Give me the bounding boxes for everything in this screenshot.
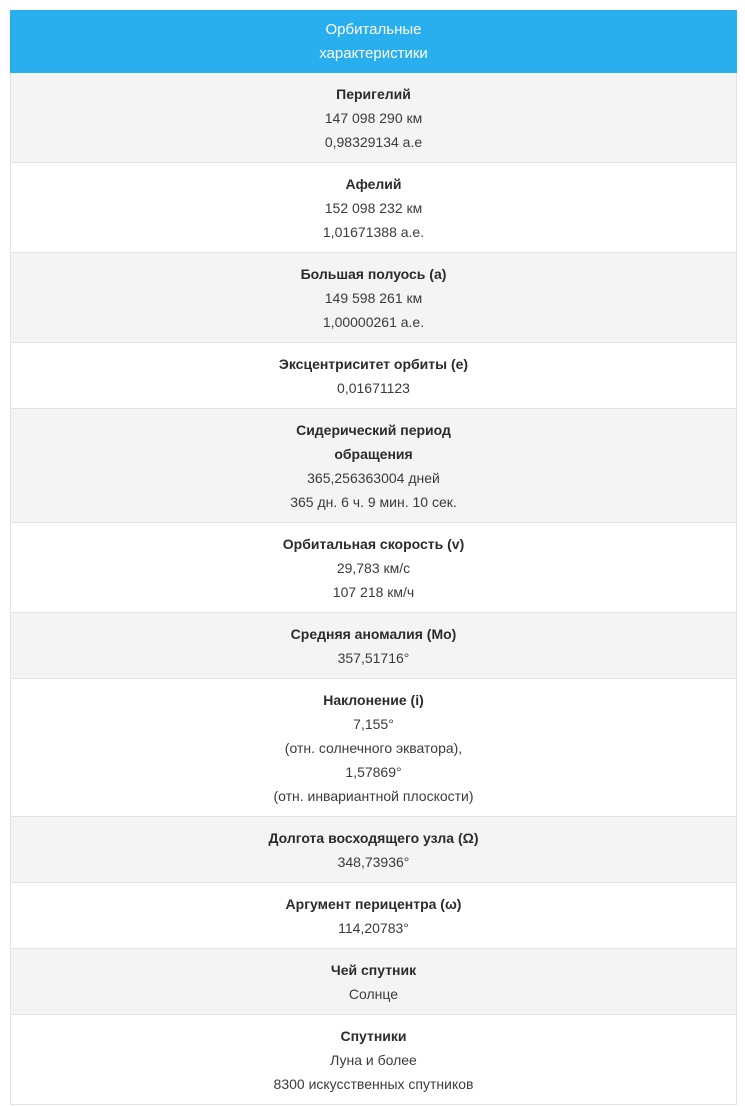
row-sidereal-period bbox=[10, 409, 737, 523]
row-title: Сидерический период bbox=[296, 422, 451, 438]
row-value: 114,20783° bbox=[338, 920, 409, 936]
row-satellites bbox=[10, 1015, 737, 1105]
row-value: 1,01671388 а.е. bbox=[322, 224, 425, 240]
row-title: обращения bbox=[334, 446, 413, 462]
row-title: Перигелий bbox=[336, 86, 411, 102]
row-value: 149 598 261 км bbox=[324, 290, 423, 306]
row-value: 29,783 км/с bbox=[336, 560, 411, 576]
row-value: 348,73936° bbox=[337, 854, 410, 870]
row-title: Аргумент перицентра (ω) bbox=[285, 896, 462, 912]
row-value: (отн. инвариантной плоскости) bbox=[273, 788, 474, 804]
row-value: 152 098 232 км bbox=[324, 200, 423, 216]
row-mean-anomaly bbox=[10, 613, 737, 679]
row-value: 1,00000261 а.е. bbox=[322, 314, 425, 330]
row-inclination bbox=[10, 679, 737, 817]
row-title: Орбитальная скорость (v) bbox=[282, 536, 465, 552]
row-value: 365 дн. 6 ч. 9 мин. 10 сек. bbox=[290, 494, 457, 510]
row-title: Средняя аномалия (Mo) bbox=[290, 626, 457, 642]
row-value: 357,51716° bbox=[337, 650, 410, 666]
row-aphelion bbox=[10, 163, 737, 253]
orbital-characteristics-table bbox=[10, 10, 737, 1105]
row-value: 107 218 км/ч bbox=[332, 584, 415, 600]
row-value: 0,98329134 а.е bbox=[324, 134, 423, 150]
header-title-line-2: характеристики bbox=[319, 44, 428, 62]
row-argument-of-periapsis bbox=[10, 883, 737, 949]
row-title: Чей спутник bbox=[330, 962, 417, 978]
row-eccentricity bbox=[10, 343, 737, 409]
row-value: 7,155° bbox=[353, 716, 394, 732]
row-perihelion bbox=[10, 73, 737, 163]
row-title: Афелий bbox=[345, 176, 402, 192]
row-value: (отн. солнечного экватора), bbox=[284, 740, 463, 756]
table-header bbox=[10, 10, 737, 73]
row-title: Наклонение (i) bbox=[323, 692, 424, 708]
row-value: Солнце bbox=[348, 986, 399, 1002]
row-satellite-of bbox=[10, 949, 737, 1015]
row-title: Спутники bbox=[340, 1028, 407, 1044]
row-value: 8300 искусственных спутников bbox=[273, 1076, 474, 1092]
row-title: Эксцентриситет орбиты (e) bbox=[278, 356, 469, 372]
row-value: 147 098 290 км bbox=[324, 110, 423, 126]
row-value: 365,256363004 дней bbox=[307, 470, 440, 486]
row-value: 1,57869° bbox=[345, 764, 402, 780]
row-orbital-speed bbox=[10, 523, 737, 613]
row-title: Большая полуось (a) bbox=[300, 266, 447, 282]
row-title: Долгота восходящего узла (Ω) bbox=[268, 830, 479, 846]
row-value: Луна и более bbox=[330, 1052, 417, 1068]
row-ascending-node bbox=[10, 817, 737, 883]
row-value: 0,01671123 bbox=[337, 380, 410, 396]
header-title-line-1: Орбитальные bbox=[325, 20, 422, 38]
row-semi-major-axis bbox=[10, 253, 737, 343]
